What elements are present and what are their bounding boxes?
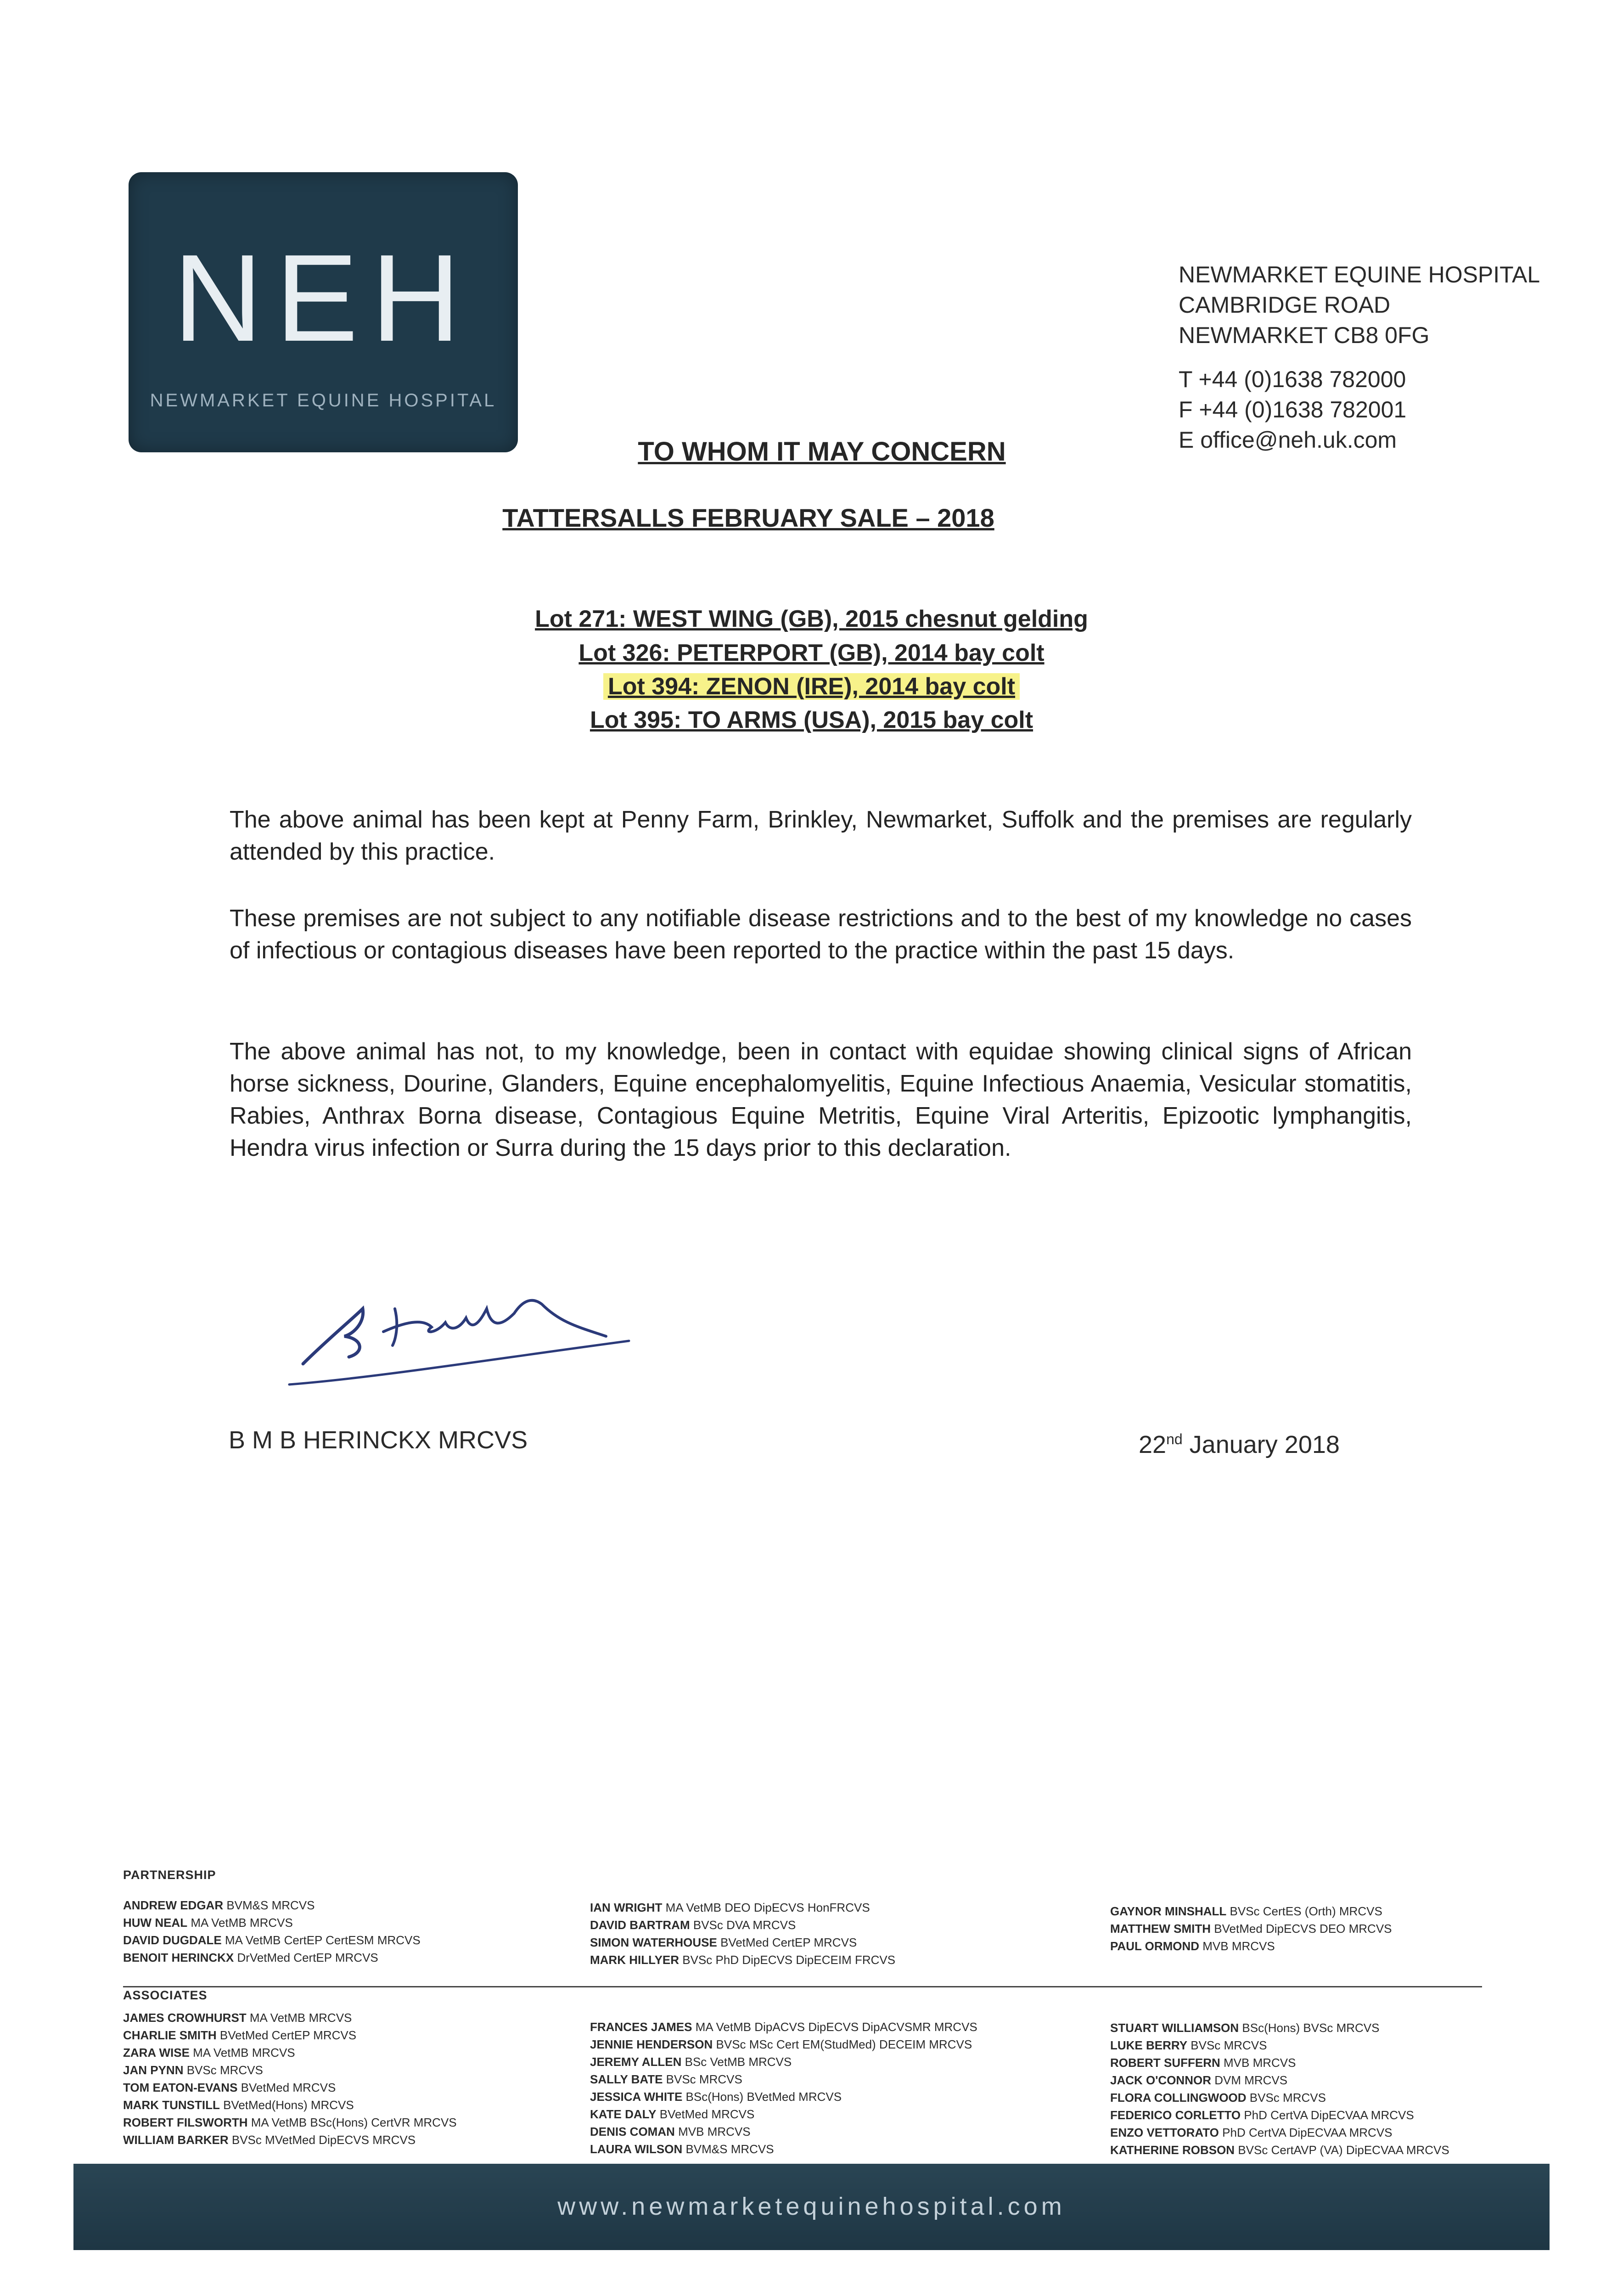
paragraph-diseases: The above animal has not, to my knowledge, been in contact with equidae showing clinical signs of African horse sickness, Dourine, Glanders, Equine encephalomyelitis, Equine Infectious Anaemia, Vesicular stomatitis, Rabies, Anthrax Borna disease, Contagious Equine Metritis, Equine Viral Arteritis, Epizootic lymphangitis, Hendra virus infection or Surra during the 15 days prior to this declaration. — [230, 1038, 1412, 1161]
signatory-name: B M B HERINCKX MRCVS — [229, 1426, 528, 1454]
staff-qualifications: MA VetMB DipACVS DipECVS DipACVSMR MRCVS — [692, 2020, 977, 2034]
staff-qualifications: MVB MRCVS — [674, 2125, 751, 2138]
staff-entry — [123, 2114, 457, 2131]
handwritten-signature — [285, 1254, 652, 1391]
staff-name: FEDERICO CORLETTO — [1110, 2108, 1241, 2122]
staff-qualifications: BVSc DVA MRCVS — [690, 1918, 796, 1932]
staff-qualifications: MA VetMB MRCVS — [246, 2011, 352, 2025]
staff-qualifications: BVM&S MRCVS — [223, 1898, 315, 1912]
partnership-column — [590, 1899, 895, 1969]
staff-entry — [1110, 2019, 1449, 2037]
date-suffix: nd — [1166, 1431, 1183, 1447]
staff-qualifications: MVB MRCVS — [1199, 1939, 1275, 1953]
staff-name: BENOIT HERINCKX — [123, 1951, 234, 1964]
staff-entry — [590, 1951, 895, 1969]
staff-name: MATTHEW SMITH — [1110, 1922, 1211, 1936]
staff-entry — [1110, 1902, 1392, 1920]
staff-entry — [1110, 1920, 1392, 1937]
staff-entry — [123, 2009, 457, 2026]
paragraph-premises: The above animal has been kept at Penny Farm, Brinkley, Newmarket, Suffolk and the premises are regularly attended by this practice. — [230, 806, 1412, 865]
staff-entry — [1110, 2124, 1449, 2141]
logo-name: NEWMARKET EQUINE HOSPITAL — [150, 390, 497, 411]
staff-entry — [1110, 2054, 1449, 2071]
staff-qualifications: MVB MRCVS — [1220, 2056, 1296, 2070]
staff-qualifications: BVSc CertES (Orth) MRCVS — [1226, 1904, 1382, 1918]
letter-date — [1139, 1430, 1340, 1459]
associates-column — [590, 2018, 977, 2158]
staff-qualifications: MA VetMB BSc(Hons) CertVR MRCVS — [247, 2116, 457, 2129]
staff-entry — [1110, 2037, 1449, 2054]
lot-line — [0, 639, 1623, 667]
staff-name: JEREMY ALLEN — [590, 2055, 682, 2069]
staff-qualifications: BVetMed MRCVS — [656, 2107, 755, 2121]
staff-name: ROBERT SUFFERN — [1110, 2056, 1220, 2070]
staff-entry — [123, 2026, 457, 2044]
staff-entry — [590, 2036, 977, 2053]
staff-entry — [1110, 2141, 1449, 2159]
staff-entry — [123, 1931, 421, 1949]
staff-qualifications: BSc(Hons) BVSc MRCVS — [1239, 2021, 1380, 2035]
date-day: 22 — [1139, 1431, 1167, 1458]
partnership-title: PARTNERSHIP — [123, 1868, 216, 1882]
staff-qualifications: BVetMed(Hons) MRCVS — [219, 2098, 354, 2112]
staff-qualifications: BVSc PhD DipECVS DipECEIM FRCVS — [679, 1953, 896, 1967]
staff-qualifications: DrVetMed CertEP MRCVS — [234, 1951, 378, 1964]
partnership-column — [123, 1896, 421, 1966]
staff-entry — [123, 2079, 457, 2096]
staff-entry — [590, 1916, 895, 1934]
staff-entry — [590, 2071, 977, 2088]
staff-name: LUKE BERRY — [1110, 2038, 1188, 2052]
staff-entry — [590, 1899, 895, 1916]
associates-column — [1110, 2019, 1449, 2159]
staff-entry — [1110, 2089, 1449, 2106]
lot-text: Lot 271: WEST WING (GB), 2015 chesnut gelding — [535, 606, 1088, 632]
staff-entry — [123, 1949, 421, 1966]
lot-line — [0, 605, 1623, 633]
staff-qualifications: BVSc MRCVS — [1246, 2091, 1326, 2105]
letter-heading: TO WHOM IT MAY CONCERN — [638, 437, 1006, 467]
staff-name: ENZO VETTORATO — [1110, 2126, 1219, 2139]
staff-name: CHARLIE SMITH — [123, 2028, 217, 2042]
staff-entry — [590, 2140, 977, 2158]
staff-name: MARK TUNSTILL — [123, 2098, 220, 2112]
staff-entry — [1110, 2106, 1449, 2124]
staff-qualifications: DVM MRCVS — [1211, 2073, 1288, 2087]
staff-qualifications: BVSc MRCVS — [1187, 2038, 1267, 2052]
staff-entry — [590, 2053, 977, 2071]
staff-qualifications: BVetMed DipECVS DEO MRCVS — [1211, 1922, 1392, 1936]
staff-entry — [590, 2088, 977, 2105]
staff-qualifications: BVetMed CertEP MRCVS — [717, 1936, 857, 1949]
staff-qualifications: BVSc MRCVS — [663, 2072, 742, 2086]
staff-name: MARK HILLYER — [590, 1953, 680, 1967]
staff-entry — [1110, 2071, 1449, 2089]
associates-column — [123, 2009, 457, 2149]
email-address: E office@neh.uk.com — [1179, 427, 1397, 453]
staff-qualifications: BVetMed MRCVS — [237, 2081, 336, 2094]
staff-name: FLORA COLLINGWOOD — [1110, 2091, 1247, 2105]
staff-name: DAVID DUGDALE — [123, 1933, 222, 1947]
staff-qualifications: BVSc CertAVP (VA) DipECVAA MRCVS — [1235, 2143, 1449, 2157]
staff-name: DENIS COMAN — [590, 2125, 675, 2138]
staff-qualifications: MA VetMB CertEP CertESM MRCVS — [221, 1933, 421, 1947]
staff-qualifications: BVM&S MRCVS — [682, 2142, 774, 2156]
staff-name: LAURA WILSON — [590, 2142, 683, 2156]
associates-title: ASSOCIATES — [123, 1988, 208, 2002]
staff-qualifications: PhD CertVA DipECVAA MRCVS — [1241, 2108, 1414, 2122]
staff-name: JENNIE HENDERSON — [590, 2037, 713, 2051]
lot-text: Lot 395: TO ARMS (USA), 2015 bay colt — [590, 707, 1033, 733]
staff-entry — [123, 1896, 421, 1914]
paragraph-restrictions: These premises are not subject to any notifiable disease restrictions and to the best of my knowledge no cases of infectious or contagious diseases have been reported to the practice within the past 15 days. — [230, 905, 1412, 964]
staff-name: ANDREW EDGAR — [123, 1898, 224, 1912]
lot-line — [0, 706, 1623, 734]
staff-name: JACK O'CONNOR — [1110, 2073, 1211, 2087]
staff-name: PAUL ORMOND — [1110, 1939, 1200, 1953]
staff-qualifications: MA VetMB MRCVS — [189, 2046, 295, 2060]
staff-name: IAN WRIGHT — [590, 1901, 663, 1914]
staff-name: ZARA WISE — [123, 2046, 190, 2060]
sale-title: TATTERSALLS FEBRUARY SALE – 2018 — [502, 503, 994, 532]
staff-entry — [123, 2044, 457, 2061]
section-divider — [123, 1986, 1482, 1987]
address-block — [1179, 259, 1592, 455]
staff-entry — [590, 1934, 895, 1951]
staff-entry — [590, 2018, 977, 2036]
date-rest: January 2018 — [1182, 1431, 1340, 1458]
staff-entry — [123, 2061, 457, 2079]
staff-qualifications: BVSc MSc Cert EM(StudMed) DECEIM MRCVS — [713, 2037, 972, 2051]
staff-qualifications: BSc(Hons) BVetMed MRCVS — [682, 2090, 842, 2104]
staff-name: DAVID BARTRAM — [590, 1918, 690, 1932]
staff-name: FRANCES JAMES — [590, 2020, 692, 2034]
staff-entry — [590, 2105, 977, 2123]
footer-band — [73, 2164, 1550, 2250]
lot-text-highlighted: Lot 394: ZENON (IRE), 2014 bay colt — [603, 673, 1020, 700]
partnership-column — [1110, 1902, 1392, 1955]
staff-qualifications: MA VetMB DEO DipECVS HonFRCVS — [662, 1901, 870, 1914]
staff-name: GAYNOR MINSHALL — [1110, 1904, 1227, 1918]
address-line-1: NEWMARKET EQUINE HOSPITAL — [1179, 262, 1540, 287]
staff-qualifications: BSc VetMB MRCVS — [681, 2055, 792, 2069]
staff-entry — [123, 2131, 457, 2149]
staff-name: HUW NEAL — [123, 1916, 188, 1930]
staff-qualifications: BVetMed CertEP MRCVS — [216, 2028, 357, 2042]
hospital-logo — [129, 172, 518, 452]
staff-qualifications: BVSc MVetMed DipECVS MRCVS — [228, 2133, 416, 2147]
staff-name: KATE DALY — [590, 2107, 657, 2121]
staff-name: ROBERT FILSWORTH — [123, 2116, 248, 2129]
lot-line-highlighted — [0, 673, 1623, 700]
address-line-2: CAMBRIDGE ROAD — [1179, 292, 1391, 318]
staff-qualifications: MA VetMB MRCVS — [187, 1916, 293, 1930]
staff-name: KATHERINE ROBSON — [1110, 2143, 1235, 2157]
staff-entry — [123, 1914, 421, 1931]
staff-name: SALLY BATE — [590, 2072, 663, 2086]
staff-name: WILLIAM BARKER — [123, 2133, 229, 2147]
fax-number: F +44 (0)1638 782001 — [1179, 397, 1407, 422]
staff-qualifications: BVSc MRCVS — [183, 2063, 263, 2077]
phone-number: T +44 (0)1638 782000 — [1179, 366, 1406, 392]
address-line-3: NEWMARKET CB8 0FG — [1179, 322, 1430, 348]
staff-entry — [590, 2123, 977, 2140]
staff-name: TOM EATON-EVANS — [123, 2081, 238, 2094]
lot-text: Lot 326: PETERPORT (GB), 2014 bay colt — [578, 640, 1045, 666]
staff-qualifications: PhD CertVA DipECVAA MRCVS — [1219, 2126, 1393, 2139]
staff-name: JAMES CROWHURST — [123, 2011, 247, 2025]
staff-name: STUART WILLIAMSON — [1110, 2021, 1239, 2035]
staff-name: JAN PYNN — [123, 2063, 184, 2077]
staff-entry — [1110, 1937, 1392, 1955]
staff-name: SIMON WATERHOUSE — [590, 1936, 717, 1949]
staff-entry — [123, 2096, 457, 2114]
staff-name: JESSICA WHITE — [590, 2090, 683, 2104]
logo-mark: NEH — [173, 229, 474, 367]
website-url: www.newmarketequinehospital.com — [557, 2193, 1066, 2220]
